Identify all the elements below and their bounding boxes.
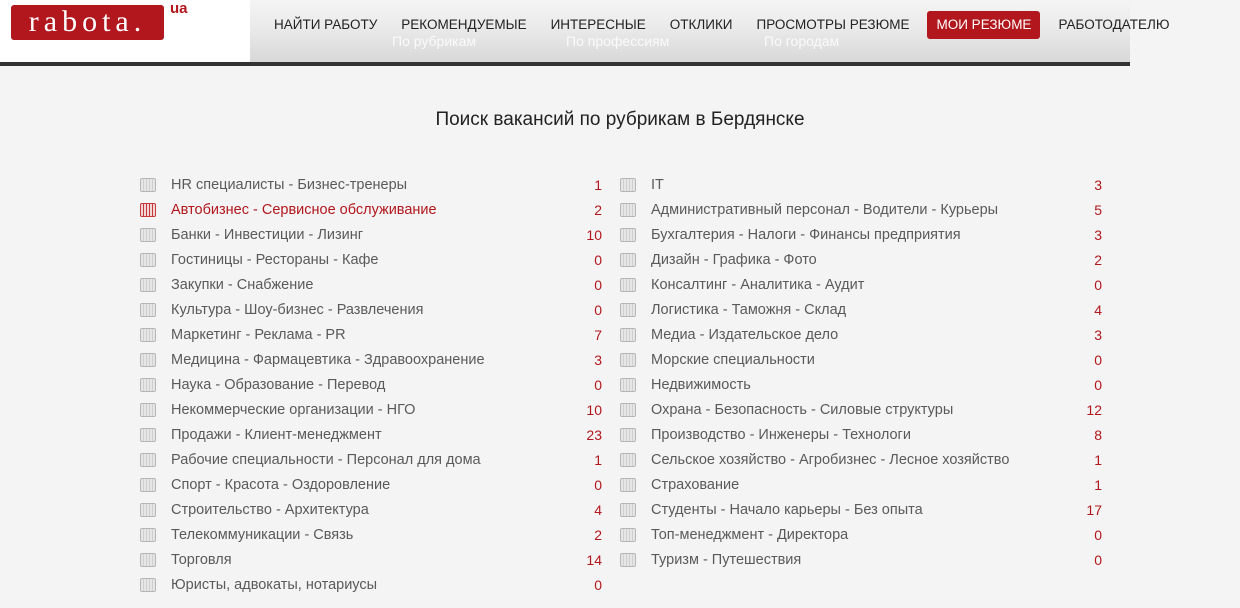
vacancy-count: 2: [1094, 251, 1102, 268]
vacancy-count: 0: [594, 576, 602, 593]
nav-item-4[interactable]: ПРОСМОТРЫ РЕЗЮМЕ: [756, 17, 910, 32]
category-link[interactable]: Рабочие специальности - Персонал для дома: [171, 451, 481, 468]
category-link[interactable]: Логистика - Таможня - Склад: [651, 301, 847, 318]
category-row[interactable]: [620, 322, 1102, 347]
category-icon: [140, 328, 156, 342]
category-icon: [620, 228, 636, 242]
category-row[interactable]: [620, 422, 1102, 447]
category-icon: [620, 403, 636, 417]
category-row[interactable]: [140, 172, 602, 197]
category-link[interactable]: Недвижимость: [651, 376, 751, 393]
category-icon: [140, 378, 156, 392]
category-list-left: [140, 172, 602, 597]
category-icon: [620, 353, 636, 367]
category-row[interactable]: [140, 522, 602, 547]
category-row[interactable]: [140, 197, 602, 222]
category-link[interactable]: Бухгалтерия - Налоги - Финансы предприятия: [651, 226, 961, 243]
category-icon: [620, 453, 636, 467]
header-divider: [0, 62, 1130, 66]
category-link[interactable]: IT: [651, 176, 664, 193]
category-link[interactable]: Медиа - Издательское дело: [651, 326, 839, 343]
category-row[interactable]: [620, 397, 1102, 422]
tab-by-city[interactable]: По городам: [764, 33, 840, 49]
vacancy-count: 2: [594, 201, 602, 218]
category-link[interactable]: Страхование: [651, 476, 740, 493]
vacancy-count: 1: [594, 451, 602, 468]
vacancy-count: 1: [1094, 476, 1102, 493]
vacancy-count: 14: [586, 551, 602, 568]
category-row[interactable]: [620, 222, 1102, 247]
category-icon: [140, 353, 156, 367]
category-link[interactable]: Закупки - Снабжение: [171, 276, 314, 293]
category-row[interactable]: [140, 272, 602, 297]
nav-item-1[interactable]: РЕКОМЕНДУЕМЫЕ: [401, 17, 527, 32]
category-row[interactable]: [140, 397, 602, 422]
category-icon: [620, 503, 636, 517]
category-icon: [140, 578, 156, 592]
category-row[interactable]: [140, 447, 602, 472]
category-icon: [620, 253, 636, 267]
category-row[interactable]: [620, 272, 1102, 297]
vacancy-count: 0: [1094, 376, 1102, 393]
category-icon: [620, 378, 636, 392]
category-icon: [140, 403, 156, 417]
vacancy-count: 23: [586, 426, 602, 443]
category-link[interactable]: Торговля: [171, 551, 232, 568]
category-icon: [620, 553, 636, 567]
main-nav: [262, 10, 1181, 40]
nav-item-0[interactable]: НАЙТИ РАБОТУ: [274, 17, 378, 32]
vacancy-count: 4: [594, 501, 602, 518]
category-row[interactable]: [620, 247, 1102, 272]
category-link[interactable]: Гостиницы - Рестораны - Кафе: [171, 251, 379, 268]
category-link[interactable]: HR специалисты - Бизнес-тренеры: [171, 176, 408, 193]
category-link[interactable]: Охрана - Безопасность - Силовые структуры: [651, 401, 954, 418]
category-link[interactable]: Строительство - Архитектура: [171, 501, 369, 518]
category-row[interactable]: [620, 547, 1102, 572]
vacancy-count: 0: [594, 376, 602, 393]
category-icon: [140, 478, 156, 492]
category-row[interactable]: [620, 522, 1102, 547]
category-icon: [620, 178, 636, 192]
vacancy-count: 3: [594, 351, 602, 368]
category-icon: [140, 503, 156, 517]
vacancy-count: 0: [594, 251, 602, 268]
site-logo[interactable]: [11, 5, 164, 40]
category-link[interactable]: Студенты - Начало карьеры - Без опыта: [651, 501, 923, 518]
nav-item-5[interactable]: МОИ РЕЗЮМЕ: [927, 11, 1040, 39]
category-row[interactable]: [140, 297, 602, 322]
category-row[interactable]: [620, 347, 1102, 372]
vacancy-count: 0: [594, 476, 602, 493]
category-row[interactable]: [620, 297, 1102, 322]
category-link[interactable]: Телекоммуникации - Связь: [171, 526, 354, 543]
category-icon: [140, 303, 156, 317]
category-icon: [620, 303, 636, 317]
site-header: [0, 0, 1170, 62]
category-link[interactable]: Туризм - Путешествия: [651, 551, 802, 568]
category-icon: [620, 428, 636, 442]
category-row[interactable]: [140, 547, 602, 572]
category-icon: [140, 528, 156, 542]
category-row[interactable]: [140, 222, 602, 247]
category-row[interactable]: [140, 247, 602, 272]
vacancy-count: 3: [1094, 326, 1102, 343]
category-icon: [140, 203, 156, 217]
vacancy-count: 2: [594, 526, 602, 543]
category-icon: [140, 278, 156, 292]
vacancy-count: 3: [1094, 176, 1102, 193]
category-icon: [620, 278, 636, 292]
category-link[interactable]: Банки - Инвестиции - Лизинг: [171, 226, 363, 243]
category-row[interactable]: [620, 447, 1102, 472]
category-link[interactable]: Спорт - Красота - Оздоровление: [171, 476, 391, 493]
category-link[interactable]: Дизайн - Графика - Фото: [651, 251, 817, 268]
vacancy-count: 1: [1094, 451, 1102, 468]
category-link[interactable]: Маркетинг - Реклама - PR: [171, 326, 346, 343]
category-link[interactable]: Медицина - Фармацевтика - Здравоохранение: [171, 351, 485, 368]
vacancy-count: 17: [1086, 501, 1102, 518]
category-icon: [620, 203, 636, 217]
nav-item-2[interactable]: ИНТЕРЕСНЫЕ: [550, 17, 646, 32]
category-link[interactable]: Наука - Образование - Перевод: [171, 376, 386, 393]
category-link[interactable]: Продажи - Клиент-менеджмент: [171, 426, 382, 443]
category-icon: [140, 178, 156, 192]
category-row[interactable]: [620, 472, 1102, 497]
category-row[interactable]: [620, 172, 1102, 197]
category-row[interactable]: [140, 372, 602, 397]
tab-by-profession[interactable]: По профессиям: [566, 33, 670, 49]
category-icon: [140, 228, 156, 242]
vacancy-count: 7: [594, 326, 602, 343]
vacancy-count: 0: [1094, 351, 1102, 368]
vacancy-count: 12: [1086, 401, 1102, 418]
nav-item-6[interactable]: РАБОТОДАТЕЛЮ: [1058, 17, 1170, 32]
category-link[interactable]: Топ-менеджмент - Директора: [651, 526, 849, 543]
category-link[interactable]: Административный персонал - Водители - Курьеры: [651, 201, 999, 218]
category-row[interactable]: [140, 572, 602, 597]
category-row[interactable]: [140, 497, 602, 522]
vacancy-count: 10: [586, 401, 602, 418]
category-row[interactable]: [620, 497, 1102, 522]
vacancy-count: 3: [1094, 226, 1102, 243]
category-icon: [620, 478, 636, 492]
category-icon: [140, 428, 156, 442]
category-icon: [620, 528, 636, 542]
tab-by-category[interactable]: По рубрикам: [392, 33, 476, 49]
nav-item-3[interactable]: ОТКЛИКИ: [669, 17, 733, 32]
category-link[interactable]: Морские специальности: [651, 351, 815, 368]
vacancy-count: 0: [1094, 276, 1102, 293]
vacancy-count: 8: [1094, 426, 1102, 443]
category-row[interactable]: [140, 422, 602, 447]
vacancy-count: 5: [1094, 201, 1102, 218]
category-link[interactable]: Юристы, адвокаты, нотариусы: [171, 576, 378, 593]
category-row[interactable]: [140, 322, 602, 347]
vacancy-count: 4: [1094, 301, 1102, 318]
category-icon: [140, 253, 156, 267]
category-icon: [620, 328, 636, 342]
category-link[interactable]: Консалтинг - Аналитика - Аудит: [651, 276, 865, 293]
category-row[interactable]: [140, 472, 602, 497]
category-link[interactable]: Культура - Шоу-бизнес - Развлечения: [171, 301, 424, 318]
category-row[interactable]: [140, 347, 602, 372]
category-icon: [140, 553, 156, 567]
logo-suffix: ua: [170, 0, 188, 17]
vacancy-count: 0: [1094, 526, 1102, 543]
category-link[interactable]: Производство - Инженеры - Технологи: [651, 426, 911, 443]
vacancy-count: 10: [586, 226, 602, 243]
vacancy-count: 0: [594, 276, 602, 293]
category-link[interactable]: Сельское хозяйство - Агробизнес - Лесное хозяйство: [651, 451, 1010, 468]
vacancy-count: 1: [594, 176, 602, 193]
category-row[interactable]: [620, 372, 1102, 397]
category-link[interactable]: Некоммерческие организации - НГО: [171, 401, 416, 418]
page-title: Поиск вакансий по рубрикам в Бердянске: [435, 109, 805, 130]
category-icon: [140, 453, 156, 467]
category-link[interactable]: Автобизнес - Сервисное обслуживание: [171, 201, 437, 218]
vacancy-count: 0: [594, 301, 602, 318]
vacancy-count: 0: [1094, 551, 1102, 568]
category-list-right: [620, 172, 1102, 572]
logo-text: rabota.: [28, 5, 147, 38]
category-row[interactable]: [620, 197, 1102, 222]
